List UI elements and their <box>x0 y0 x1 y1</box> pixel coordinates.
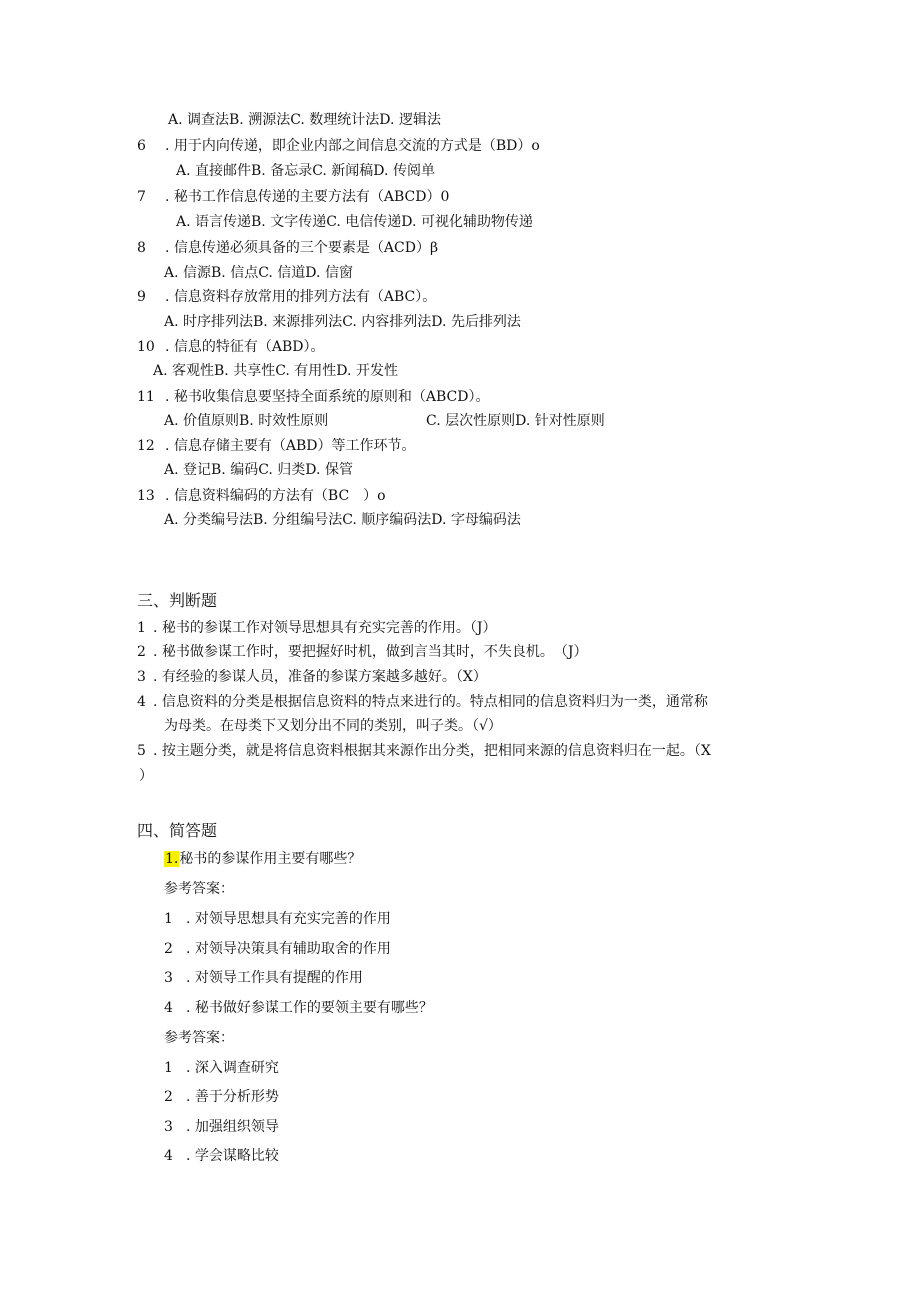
item-number: 3 <box>164 1119 173 1135</box>
sa-question-1 <box>164 849 361 869</box>
question-9 <box>137 287 436 307</box>
q11-options-b: C. 层次性原则D. 针对性原则 <box>426 413 605 429</box>
reference-answer-label: 参考答案： <box>164 1030 234 1046</box>
answer-item <box>164 909 391 929</box>
item-text: . 对领导决策具有辅助取舍的作用 <box>186 941 391 957</box>
item-number: 3 <box>164 970 173 986</box>
question-number: 12 <box>137 438 155 454</box>
q11-options-a: A. 价值原则B. 时效性原则 <box>164 413 329 429</box>
item-text: . 秘书的参谋工作对领导思想具有充实完善的作用。（J） <box>153 620 497 636</box>
item-number: 2 <box>137 644 146 660</box>
tf-item-5-continuation: ） <box>139 768 153 784</box>
question-number-highlight: 1. <box>165 851 179 867</box>
answer-item <box>164 1058 279 1078</box>
q5-options: A. 调查法B. 溯源法C. 数理统计法D. 逻辑法 <box>168 112 441 128</box>
q7-options: A. 语言传递B. 文字传递C. 电信传递D. 可视化辅助物传递 <box>176 214 533 230</box>
item-number: 1 <box>164 1060 173 1076</box>
answer-item <box>164 1146 279 1166</box>
q12-options: A. 登记B. 编码C. 归类D. 保管 <box>164 462 353 478</box>
tf-item-1 <box>137 618 497 638</box>
item-text: . 秘书做参谋工作时，要把握好时机，做到言当其时，不失良机。 （J） <box>153 644 588 660</box>
item-text: . 加强组织领导 <box>186 1119 279 1135</box>
question-text: . 信息的特征有（ABD）。 <box>165 339 325 355</box>
item-number: 3 <box>137 669 146 685</box>
question-number: 11 <box>137 389 155 405</box>
answer-item <box>164 1117 279 1137</box>
question-number: 7 <box>137 189 146 205</box>
item-number: 2 <box>164 1089 173 1105</box>
item-text: . 按主题分类，就是将信息资料根据其来源作出分类，把相同来源的信息资料归在一起。（X <box>153 743 711 759</box>
item-text: . 善于分析形势 <box>186 1089 279 1105</box>
q13-options: A. 分类编号法B. 分组编号法C. 顺序编码法D. 字母编码法 <box>164 512 521 528</box>
q6-options: A. 直接邮件B. 备忘录C. 新闻稿D. 传阅单 <box>176 163 435 179</box>
q8-options: A. 信源B. 信点C. 信道D. 信窗 <box>164 265 353 281</box>
question-10 <box>137 337 325 357</box>
section-heading-short-answer: 四、简答题 <box>137 821 218 840</box>
item-text: . 深入调查研究 <box>186 1060 279 1076</box>
answer-item <box>164 1087 279 1107</box>
question-number: 6 <box>137 138 146 154</box>
item-number: 4 <box>137 694 146 710</box>
item-text: . 对领导工作具有提醒的作用 <box>186 970 363 986</box>
question-text: . 秘书收集信息要坚持全面系统的原则和（ABCD）。 <box>165 389 490 405</box>
item-number: 1 <box>164 911 173 927</box>
question-text: . 秘书工作信息传递的主要方法有（ABCD）0 <box>165 189 450 205</box>
tf-item-4-continuation: 为母类。在母类下又划分出不同的类别，叫子类。（√） <box>164 718 502 734</box>
q10-options: A. 客观性B. 共享性C. 有用性D. 开发性 <box>153 363 398 379</box>
item-text: . 有经验的参谋人员，准备的参谋方案越多越好。（X） <box>153 669 487 685</box>
reference-answer-label: 参考答案： <box>164 881 234 897</box>
item-text: . 学会谋略比较 <box>186 1148 279 1164</box>
question-11 <box>137 387 490 407</box>
question-12 <box>137 436 416 456</box>
item-number: 4 <box>164 1148 173 1164</box>
question-7 <box>137 187 449 207</box>
item-text: . 信息资料的分类是根据信息资料的特点来进行的。特点相同的信息资料归为一类，通常称 <box>153 694 708 710</box>
item-number: 1 <box>137 620 146 636</box>
question-number: 8 <box>137 240 146 256</box>
section-heading-true-false: 三、判断题 <box>137 591 218 610</box>
answer-item <box>164 998 433 1018</box>
question-text: . 信息传递必须具备的三个要素是（ACD）β <box>165 240 439 256</box>
question-text: . 用于内向传递，即企业内部之间信息交流的方式是（BD）o <box>165 138 540 154</box>
question-text: . 信息资料存放常用的排列方法有（ABC）。 <box>165 289 437 305</box>
question-number: 10 <box>137 339 155 355</box>
item-number: 4 <box>164 1000 173 1016</box>
tf-item-4 <box>137 692 708 712</box>
q9-options: A. 时序排列法B. 来源排列法C. 内容排列法D. 先后排列法 <box>164 314 521 330</box>
answer-item <box>164 939 391 959</box>
question-text: . 信息存储主要有（ABD）等工作环节。 <box>165 438 416 454</box>
answer-item <box>164 968 363 988</box>
question-8 <box>137 238 438 258</box>
item-text: . 对领导思想具有充实完善的作用 <box>186 911 391 927</box>
tf-item-3 <box>137 667 487 687</box>
question-text: 秘书的参谋作用主要有哪些？ <box>179 851 362 867</box>
question-number: 9 <box>137 289 146 305</box>
question-text: . 信息资料编码的方法有（BC ）o <box>165 488 386 504</box>
tf-item-2 <box>137 642 588 662</box>
item-number: 2 <box>164 941 173 957</box>
item-number: 5 <box>137 743 146 759</box>
tf-item-5 <box>137 741 711 761</box>
question-13 <box>137 486 386 506</box>
question-number: 13 <box>137 488 155 504</box>
question-6 <box>137 136 540 156</box>
item-text: . 秘书做好参谋工作的要领主要有哪些？ <box>186 1000 433 1016</box>
